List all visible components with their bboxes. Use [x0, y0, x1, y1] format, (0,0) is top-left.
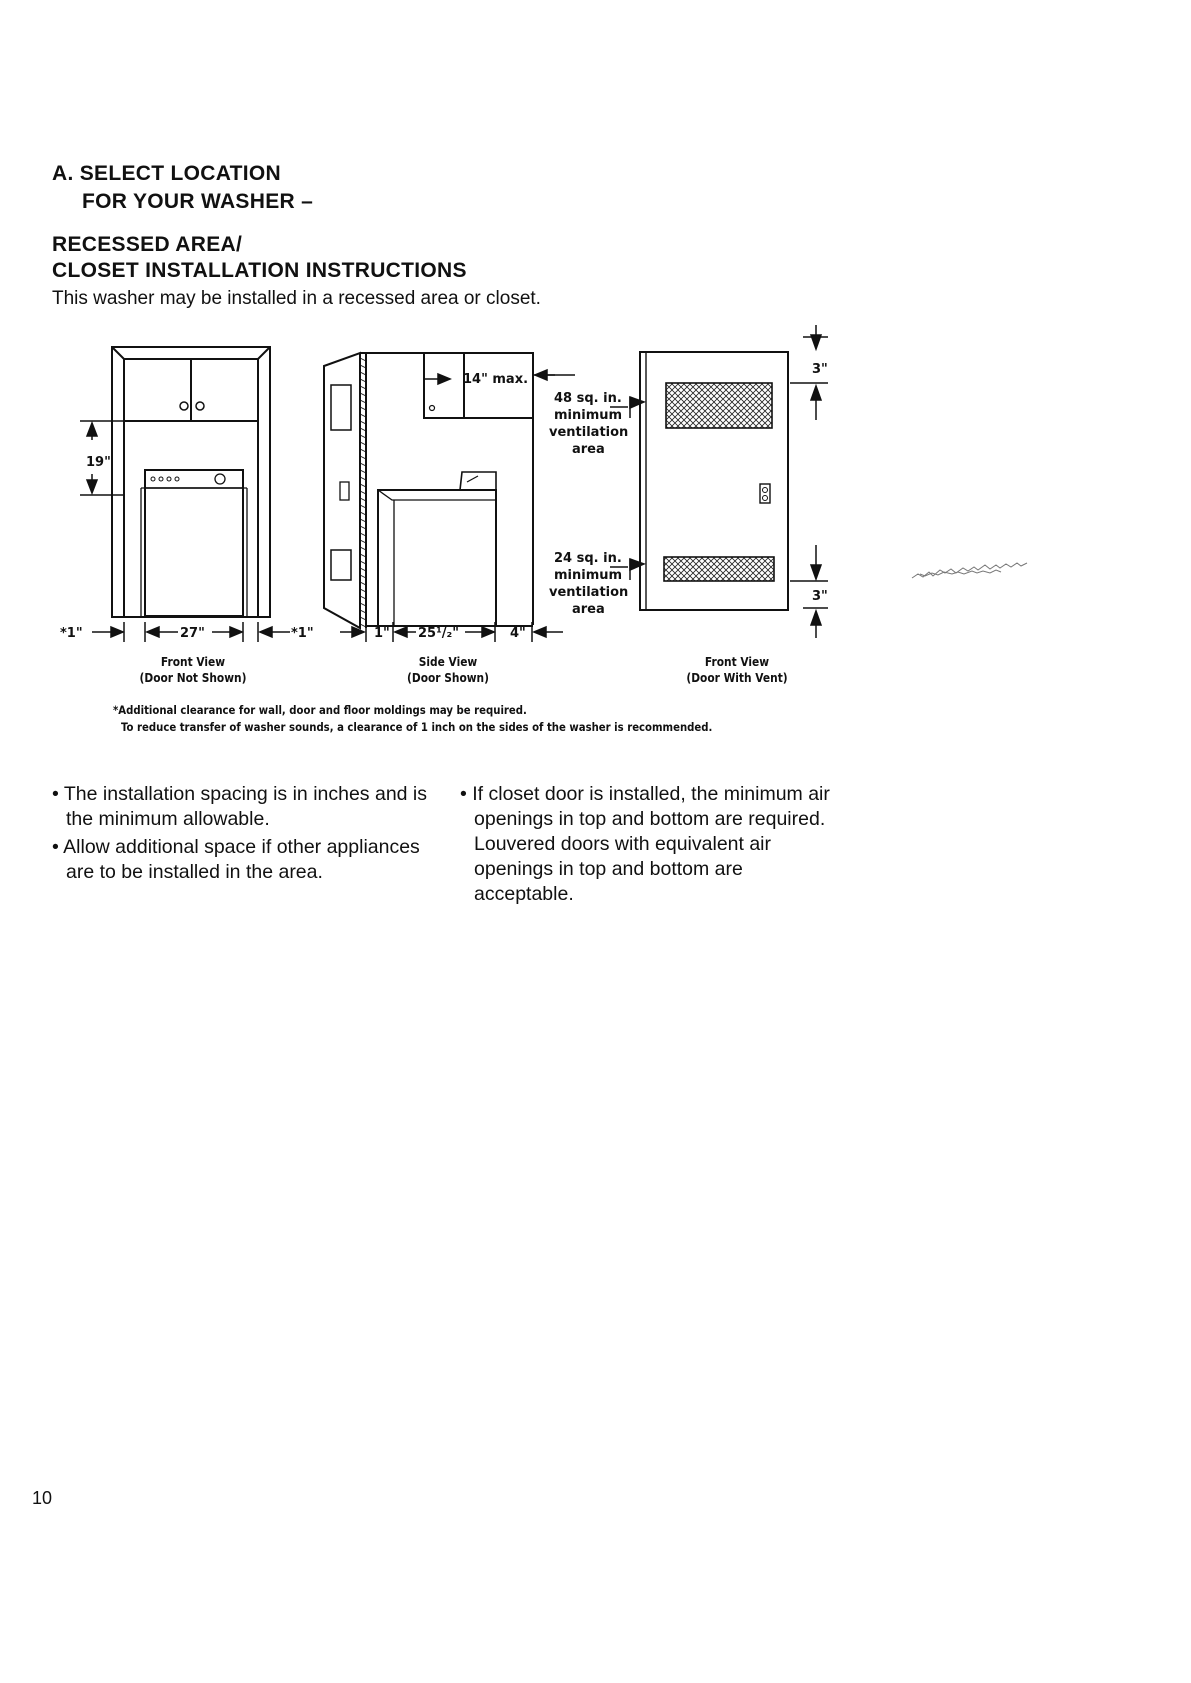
- caption-side-view-line1: Side View: [418, 654, 478, 669]
- intro-text: This washer may be installed in a recessed area or closet.: [52, 288, 541, 309]
- vent-bottom-line3: ventilation: [549, 585, 629, 600]
- caption-front-view-line2: (Door Not Shown): [139, 670, 247, 685]
- vent-bottom-label: [549, 551, 628, 617]
- dim-right-clearance: *1": [291, 626, 314, 641]
- footnote-line2: To reduce transfer of washer sounds, a clearance of 1 inch on the sides of the washer is recommended.: [121, 720, 713, 734]
- dim-left-clearance: *1": [60, 626, 83, 641]
- bullets-left: [52, 782, 432, 885]
- page-number: 10: [32, 1488, 53, 1508]
- bullet-spacing: • The installation spacing is in inches and is the minimum allowable.: [52, 783, 428, 830]
- side-view-drawing: [324, 353, 533, 628]
- bullet-additional-space: • Allow additional space if other appliances are to be installed in the area.: [52, 836, 420, 883]
- dim-shelf-max: 14" max.: [463, 372, 529, 387]
- dim-depth: 25¹/₂": [418, 626, 459, 641]
- subsection-heading-line2: CLOSET INSTALLATION INSTRUCTIONS: [52, 259, 467, 282]
- subsection-heading-line1: RECESSED AREA/: [52, 233, 243, 256]
- vent-top-line1: 48 sq. in.: [554, 391, 622, 406]
- bullet-closet-door: • If closet door is installed, the minimum air openings in top and bottom are required. Louvered doors with equivalent air openings in top and bottom are acceptable.: [460, 783, 830, 905]
- section-heading-line2: FOR YOUR WASHER –: [82, 190, 314, 213]
- bullets-right: [460, 782, 830, 907]
- vent-top-line4: area: [572, 442, 605, 457]
- dim-top-3in: 3": [812, 362, 828, 377]
- dim-bottom-3in: 3": [812, 589, 828, 604]
- subsection-heading: [52, 232, 467, 284]
- dim-wall-1in: 1": [374, 626, 390, 641]
- vent-top-line3: ventilation: [549, 425, 629, 440]
- caption-door-view-line1: Front View: [704, 654, 770, 669]
- vent-top-label: [549, 391, 628, 457]
- caption-door-view-line2: (Door With Vent): [686, 670, 788, 685]
- caption-side-view: [389, 654, 508, 686]
- vent-bottom-line4: area: [572, 602, 605, 617]
- section-heading-line1: A. SELECT LOCATION: [52, 162, 282, 185]
- section-heading: [52, 160, 313, 216]
- vent-bottom-line2: minimum: [554, 568, 623, 583]
- caption-door-view: [665, 654, 810, 686]
- side-dimensions: [340, 370, 575, 642]
- footnote-line1: *Additional clearance for wall, door and floor moldings may be required.: [113, 703, 527, 717]
- caption-front-view: [121, 654, 266, 686]
- dim-27in: 27": [180, 626, 205, 641]
- dim-19in: 19": [86, 455, 111, 470]
- dim-front-4in: 4": [510, 626, 526, 641]
- front-view-drawing: [112, 347, 270, 617]
- vent-bottom-line1: 24 sq. in.: [554, 551, 622, 566]
- caption-side-view-line2: (Door Shown): [407, 670, 489, 685]
- caption-front-view-line1: Front View: [160, 654, 226, 669]
- door-view-drawing: [640, 352, 788, 610]
- scan-noise-mark: [912, 563, 1027, 578]
- vent-top-line2: minimum: [554, 408, 623, 423]
